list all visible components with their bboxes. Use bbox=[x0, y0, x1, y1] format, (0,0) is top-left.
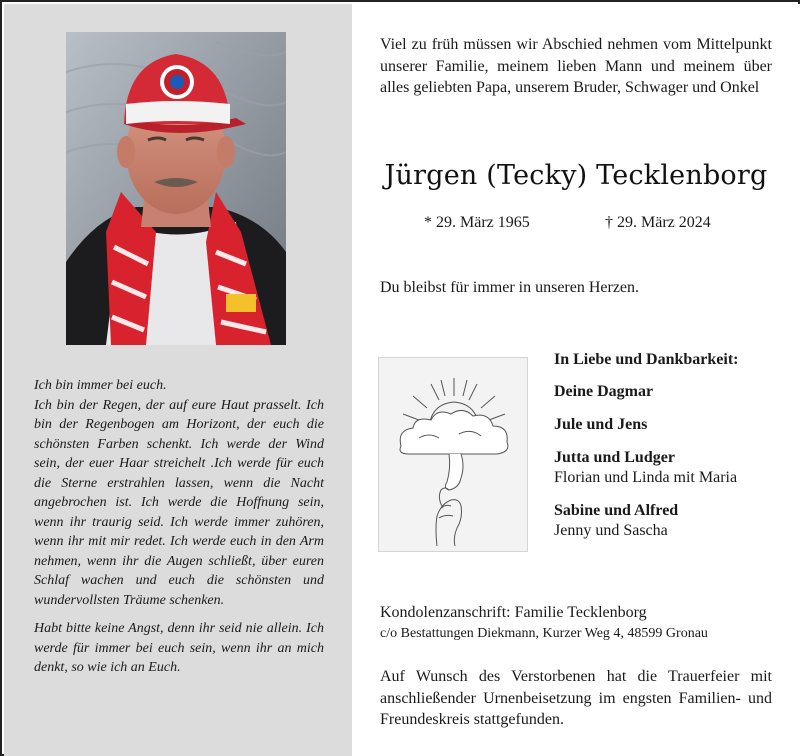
mourner-secondary: Florian und Linda mit Maria bbox=[554, 469, 738, 486]
mourner-group bbox=[554, 448, 794, 488]
portrait-photo bbox=[66, 32, 286, 345]
mourner-group bbox=[554, 415, 794, 435]
mourner-group bbox=[554, 382, 794, 402]
mourner-group bbox=[554, 501, 794, 541]
poem bbox=[34, 376, 324, 678]
mourner-primary: Jutta und Ludger bbox=[554, 449, 675, 466]
poem-paragraph-1: Ich bin immer bei euch. Ich bin der Regen, der auf eure Haut prasselt. Ich bin der Regenbogen am Horizont, der euch die schönsten Farben schenkt. Ich werde der Wind sein, der euer Haar streichelt .Ich werde für euch die Sterne erstrahlen lassen, wenn die Nacht angebrochen ist. Ich werde die Hoffnung sein, wenn ihr traurig seid. Ich werde immer zuhören, wenn ihr mit mir redet. Ich werde euch in den Arm nehmen, wenn ihr die Augen schließt, über euren Schlaf wachen und euch die schönsten und wundervollsten Träume schenken. bbox=[34, 378, 324, 608]
mourners-heading: In Liebe und Dankbarkeit: bbox=[554, 351, 739, 368]
birth-date: * 29. März 1965 bbox=[424, 214, 530, 231]
closing-note: Auf Wunsch des Verstorbenen hat die Trauerfeier mit anschließender Urnenbeisetzung im engsten Familien- und Freundeskreis stattgefunden. bbox=[380, 668, 772, 728]
mourner-primary: Deine Dagmar bbox=[554, 383, 654, 400]
remembrance-line: Du bleibst für immer in unseren Herzen. bbox=[380, 279, 640, 296]
condolence-line-1: Kondolenzanschrift: Familie Tecklenborg bbox=[380, 604, 647, 621]
mourner-primary: Jule und Jens bbox=[554, 416, 648, 433]
right-panel bbox=[352, 4, 800, 756]
death-date: † 29. März 2024 bbox=[605, 214, 711, 231]
hand-reaching-cloud-illustration bbox=[378, 357, 528, 552]
left-panel bbox=[4, 4, 352, 756]
intro-text: Viel zu früh müssen wir Abschied nehmen vom Mittelpunkt unserer Familie, meinem lieben Mann und meinem über alles geliebten Papa, unserem Bruder, Schwager und Onkel bbox=[380, 36, 772, 96]
mourners-list bbox=[554, 350, 794, 554]
condolence-line-2: c/o Bestattungen Diekmann, Kurzer Weg 4, 48599 Gronau bbox=[380, 626, 708, 641]
poem-paragraph-2: Habt bitte keine Angst, denn ihr seid nie allein. Ich werde für immer bei euch sein, wenn ihr an mich denkt, so wie ich an Euch. bbox=[34, 621, 324, 675]
mourner-primary: Sabine und Alfred bbox=[554, 502, 679, 519]
deceased-name: Jürgen (Tecky) Tecklenborg bbox=[384, 160, 768, 191]
condolence-address bbox=[380, 602, 790, 644]
mourner-secondary: Jenny und Sascha bbox=[554, 522, 668, 539]
